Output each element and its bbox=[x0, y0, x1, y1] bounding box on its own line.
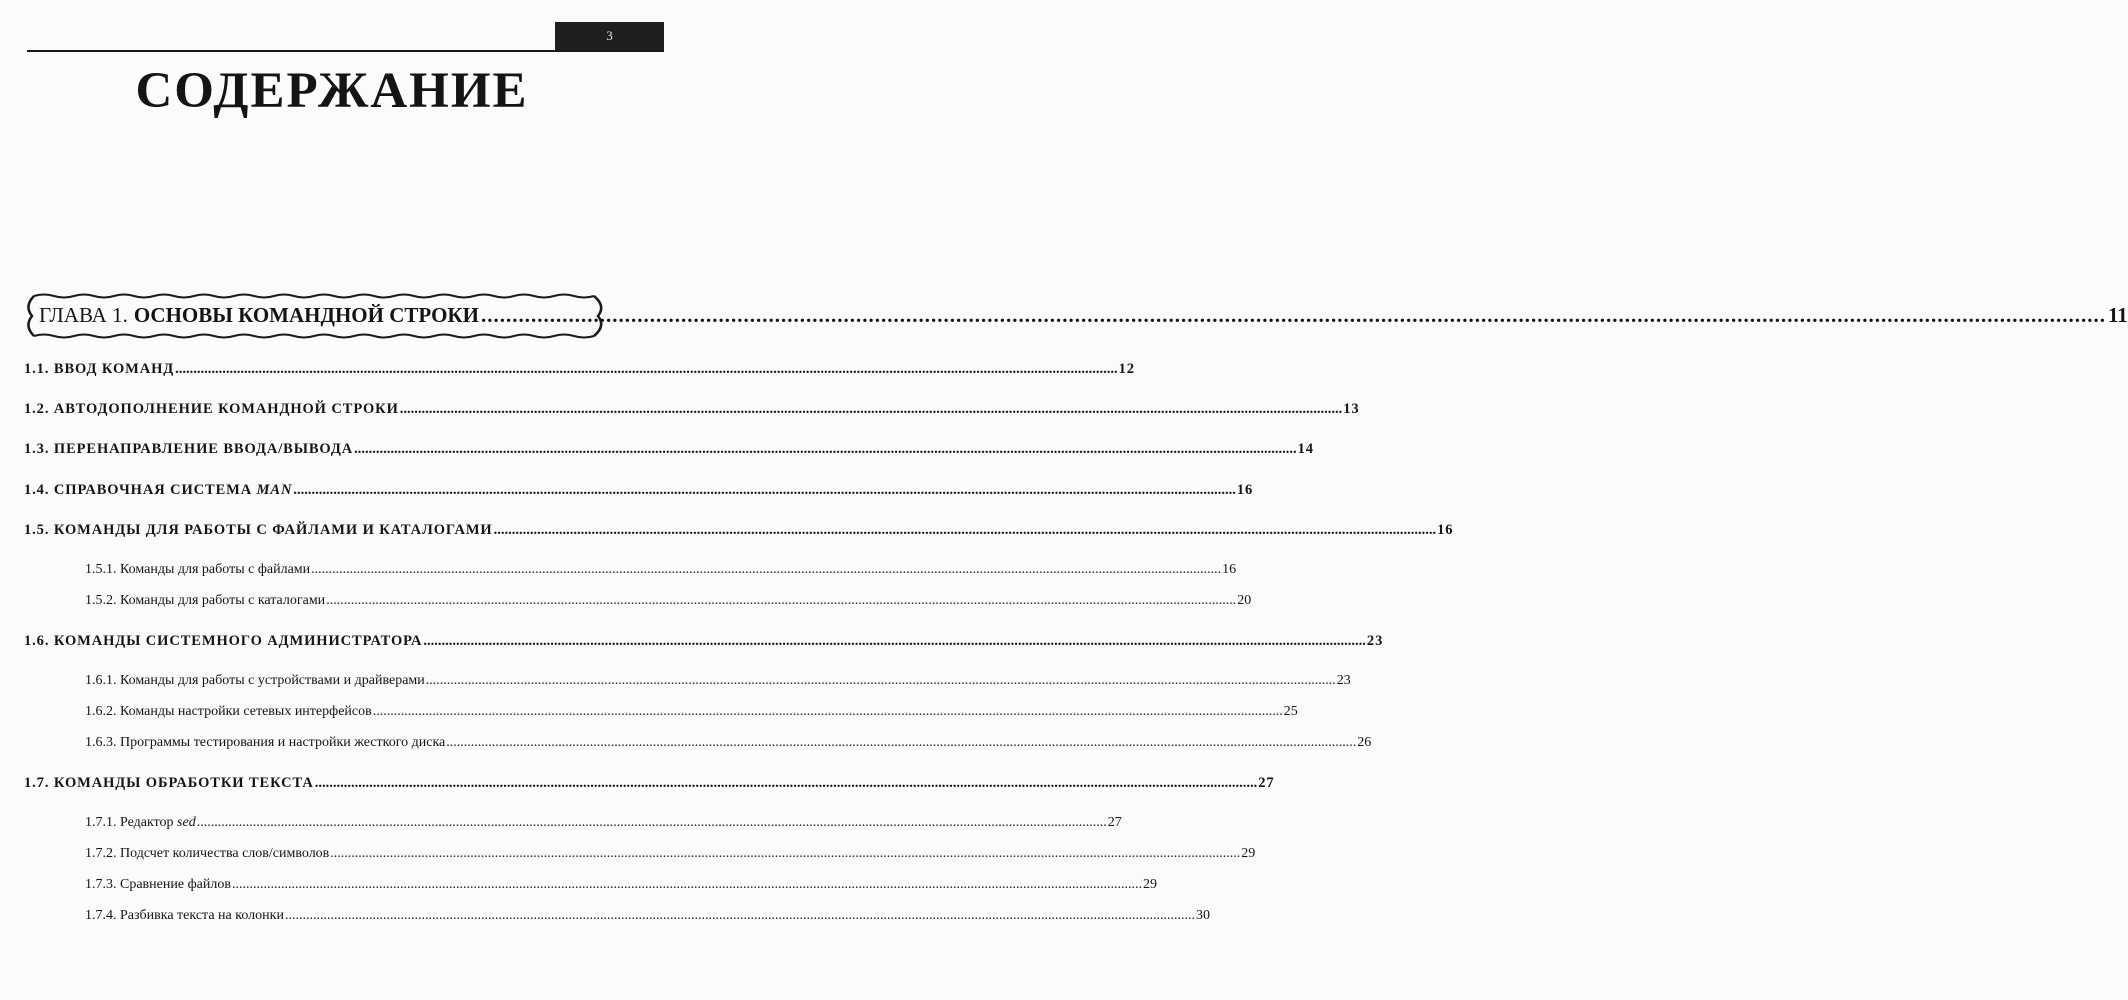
dot-leader: .................................................................................................................................................................................................................................................................... bbox=[293, 482, 1236, 498]
toc-entry-page: 16 bbox=[1236, 482, 1254, 498]
dot-leader: .................................................................................................................................................................................................................................................................... bbox=[480, 303, 2106, 327]
toc-entry-label bbox=[24, 361, 174, 378]
toc-entry-title: КОМАНДЫ ДЛЯ РАБОТЫ С ФАЙЛАМИ И КАТАЛОГАМИ bbox=[53, 522, 493, 538]
toc-entry-page: 12 bbox=[1118, 361, 1135, 377]
toc-entry-number: 1.5. bbox=[24, 522, 50, 538]
toc-entry-number: 1.7.3. bbox=[85, 877, 117, 892]
toc-entry-title: Подсчет количества слов/символов bbox=[120, 846, 330, 861]
toc-entry-page: 16 bbox=[1437, 522, 1454, 538]
toc-entry-number: 1.7.4. bbox=[85, 908, 117, 923]
toc-entry[interactable] bbox=[24, 482, 1254, 499]
toc-entry-label bbox=[85, 673, 425, 689]
toc-entry-label bbox=[24, 401, 399, 418]
toc-entry-page: 27 bbox=[1107, 815, 1122, 830]
toc-entry-label bbox=[24, 633, 422, 650]
dot-leader: .................................................................................................................................................................................................................................................................... bbox=[372, 704, 1283, 719]
toc-entry[interactable] bbox=[24, 775, 1275, 792]
dot-leader: .................................................................................................................................................................................................................................................................... bbox=[311, 562, 1222, 577]
toc-entry[interactable] bbox=[85, 908, 1210, 924]
toc-entry-title: Разбивка текста на колонки bbox=[120, 908, 284, 923]
toc-entry-page: 23 bbox=[1366, 633, 1384, 649]
toc-entry-number: 1.5.2. bbox=[85, 593, 117, 608]
dot-leader: .................................................................................................................................................................................................................................................................... bbox=[175, 361, 1118, 377]
dot-leader: .................................................................................................................................................................................................................................................................... bbox=[423, 633, 1366, 649]
toc-entry-page: 29 bbox=[1241, 846, 1256, 861]
toc-entry-title: ВВОД КОМАНД bbox=[53, 361, 175, 377]
toc-entry-page: 26 bbox=[1357, 735, 1372, 750]
toc-entry-number: 1.5.1. bbox=[85, 562, 117, 577]
toc-entry-label bbox=[85, 846, 329, 862]
toc-entry-page: 30 bbox=[1195, 908, 1210, 923]
toc-entry[interactable] bbox=[85, 846, 1256, 862]
toc-entry-label bbox=[85, 593, 325, 609]
toc-entry-title: Команды настройки сетевых интерфейсов bbox=[120, 704, 372, 719]
dot-leader: .................................................................................................................................................................................................................................................................... bbox=[354, 441, 1297, 457]
toc-entry[interactable] bbox=[85, 562, 1237, 578]
dot-leader: .................................................................................................................................................................................................................................................................... bbox=[284, 908, 1195, 923]
dot-leader: .................................................................................................................................................................................................................................................................... bbox=[330, 846, 1241, 861]
toc-entry-label bbox=[85, 735, 445, 751]
toc-entry[interactable] bbox=[85, 815, 1122, 831]
toc-entry-label bbox=[85, 908, 284, 924]
dot-leader: .................................................................................................................................................................................................................................................................... bbox=[314, 775, 1258, 791]
chapter-heading[interactable] bbox=[22, 292, 2128, 340]
toc-entry-number: 1.7. bbox=[24, 775, 50, 791]
toc-entry-title: Программы тестирования и настройки жесткого диска bbox=[120, 735, 446, 750]
toc-entry-label bbox=[85, 562, 310, 578]
toc-entry-number: 1.7.2. bbox=[85, 846, 117, 861]
toc-entry-title: КОМАНДЫ ОБРАБОТКИ ТЕКСТА bbox=[53, 775, 314, 791]
toc-entry-label bbox=[85, 815, 196, 831]
toc-entry-command: MAN bbox=[256, 482, 293, 498]
toc-entry-title: Редактор bbox=[120, 815, 178, 830]
toc-entry[interactable] bbox=[24, 441, 1314, 458]
toc-entry-number: 1.2. bbox=[24, 401, 50, 417]
toc-entry-number: 1.1. bbox=[24, 361, 50, 377]
toc-entry-number: 1.6.2. bbox=[85, 704, 117, 719]
toc-entry-number: 1.6. bbox=[24, 633, 50, 649]
dot-leader: .................................................................................................................................................................................................................................................................... bbox=[493, 522, 1437, 538]
toc-entry-title: Сравнение файлов bbox=[120, 877, 231, 892]
toc-entry-label bbox=[24, 482, 292, 499]
toc-entry-number: 1.6.3. bbox=[85, 735, 117, 750]
toc-entry-title: АВТОДОПОЛНЕНИЕ КОМАНДНОЙ СТРОКИ bbox=[53, 401, 399, 417]
dot-leader: .................................................................................................................................................................................................................................................................... bbox=[399, 401, 1343, 417]
toc-entry-number: 1.4. bbox=[24, 482, 50, 498]
toc-entry-label bbox=[85, 704, 372, 720]
toc-entry-title: Команды для работы с устройствами и драйверами bbox=[120, 673, 425, 688]
toc-entry-number: 1.3. bbox=[24, 441, 50, 457]
toc-entry-page: 20 bbox=[1237, 593, 1252, 608]
toc-entry-label bbox=[24, 775, 314, 792]
toc-entry-label bbox=[24, 522, 493, 539]
toc-entry-page: 27 bbox=[1258, 775, 1275, 791]
page-title: СОДЕРЖАНИЕ bbox=[135, 63, 529, 119]
toc-entry-number: 1.7.1. bbox=[85, 815, 117, 830]
chapter-title: ОСНОВЫ КОМАНДНОЙ СТРОКИ bbox=[133, 303, 479, 327]
header-rule bbox=[27, 50, 664, 52]
toc-entry-page: 23 bbox=[1336, 673, 1351, 688]
dot-leader: .................................................................................................................................................................................................................................................................... bbox=[196, 815, 1107, 830]
toc-entry[interactable] bbox=[24, 401, 1360, 418]
dot-leader: .................................................................................................................................................................................................................................................................... bbox=[425, 673, 1336, 688]
toc-entry-title: Команды для работы с файлами bbox=[120, 562, 311, 577]
dot-leader: .................................................................................................................................................................................................................................................................... bbox=[231, 877, 1142, 892]
toc-entry[interactable] bbox=[24, 361, 1135, 378]
toc-entry[interactable] bbox=[85, 877, 1157, 893]
toc-entry[interactable] bbox=[85, 673, 1351, 689]
page-number: 3 bbox=[555, 22, 664, 50]
toc-entry-page: 25 bbox=[1283, 704, 1298, 719]
toc-entry-label bbox=[24, 441, 353, 458]
toc-entry-page: 14 bbox=[1297, 441, 1314, 457]
toc-entry[interactable] bbox=[24, 633, 1384, 650]
toc-entry-title: КОМАНДЫ СИСТЕМНОГО АДМИНИСТРАТОРА bbox=[53, 633, 423, 649]
toc-entry-title: СПРАВОЧНАЯ СИСТЕМА bbox=[53, 482, 257, 498]
chapter-page: 11 bbox=[2107, 303, 2128, 327]
toc-entry-command: sed bbox=[177, 815, 196, 830]
toc-entry-page: 13 bbox=[1343, 401, 1360, 417]
toc-entry-title: Команды для работы с каталогами bbox=[120, 593, 326, 608]
toc-entry-label bbox=[85, 877, 231, 893]
toc-entry-number: 1.6.1. bbox=[85, 673, 117, 688]
toc-entry[interactable] bbox=[85, 593, 1252, 609]
toc-entry[interactable] bbox=[24, 522, 1454, 539]
toc-entry[interactable] bbox=[85, 735, 1372, 751]
toc-entry-page: 29 bbox=[1142, 877, 1157, 892]
chapter-prefix: ГЛАВА 1. bbox=[39, 303, 128, 327]
toc-entry[interactable] bbox=[85, 704, 1298, 720]
dot-leader: .................................................................................................................................................................................................................................................................... bbox=[446, 735, 1357, 750]
dot-leader: .................................................................................................................................................................................................................................................................... bbox=[326, 593, 1237, 608]
toc-entry-title: ПЕРЕНАПРАВЛЕНИЕ ВВОДА/ВЫВОДА bbox=[53, 441, 354, 457]
toc-entry-page: 16 bbox=[1222, 562, 1237, 577]
